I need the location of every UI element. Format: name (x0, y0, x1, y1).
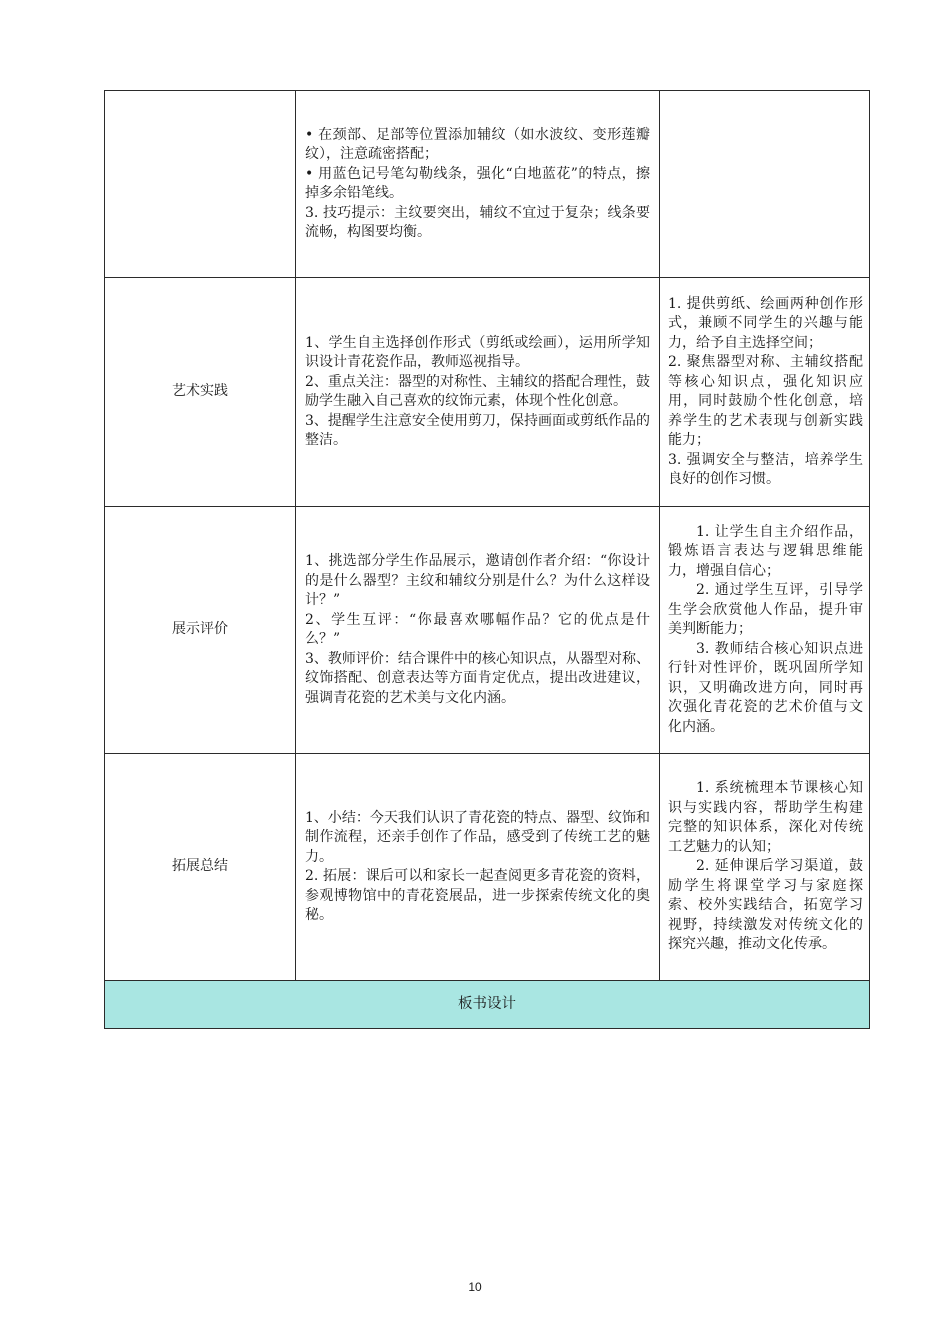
intent-cell (660, 507, 870, 754)
process-line: • 在颈部、足部等位置添加辅纹（如水波纹、变形莲瓣纹），注意疏密搭配； (305, 126, 650, 162)
process-cell (296, 278, 660, 507)
intent-line: 1. 让学生自主介绍作品，锻炼语言表达与逻辑思维能力，增强自信心； (668, 523, 863, 579)
process-line: 1、挑选部分学生作品展示，邀请创作者介绍：“你设计的是什么器型？主纹和辅纹分别是什么？为什么这样设计？” (305, 553, 650, 608)
page-number: 10 (468, 1280, 482, 1294)
intent-line: 2. 聚焦器型对称、主辅纹搭配等核心知识点，强化知识应用，同时鼓励个性化创意，培养学生的艺术表现与创新实践能力； (668, 354, 863, 448)
intent-line: 3. 强调安全与整洁，培养学生良好的创作习惯。 (668, 451, 863, 487)
process-line: • 用蓝色记号笔勾勒线条，强化“白地蓝花”的特点，擦掉多余铅笔线。 (305, 165, 650, 201)
process-line: 2、重点关注：器型的对称性、主辅纹的搭配合理性，鼓励学生融入自己喜欢的纹饰元素，体现个性化创意。 (305, 373, 650, 409)
intent-cell (660, 754, 870, 981)
process-line: 1、小结：今天我们认识了青花瓷的特点、器型、纹饰和制作流程，还亲手创作了作品，感受到了传统工艺的魅力。 (305, 809, 650, 865)
stage-cell (105, 91, 296, 278)
intent-line: 2. 通过学生互评，引导学生学会欣赏他人作品，提升审美判断能力； (668, 582, 863, 638)
table-row (105, 754, 870, 981)
intent-line: 1. 提供剪纸、绘画两种创作形式，兼顾不同学生的兴趣与能力，给予自主选择空间； (668, 295, 863, 351)
intent-line: 1. 系统梳理本节课核心知识与实践内容，帮助学生构建完整的知识体系，深化对传统工艺魅力的认知； (668, 780, 863, 855)
table-row (105, 981, 870, 1029)
process-cell (296, 507, 660, 754)
process-line: 3、提醒学生注意安全使用剪刀，保持画面或剪纸作品的整洁。 (305, 412, 650, 448)
stage-cell: 艺术实践 (105, 278, 296, 507)
intent-line: 3. 教师结合核心知识点进行针对性评价，既巩固所学知识，又明确改进方向，同时再次强化青花瓷的艺术价值与文化内涵。 (668, 640, 863, 735)
process-cell (296, 754, 660, 981)
process-line: 2、学生互评：“你最喜欢哪幅作品？它的优点是什么？” (305, 611, 650, 647)
intent-line: 2. 延伸课后学习渠道，鼓励学生将课堂学习与家庭探索、校外实践结合，拓宽学习视野，持续激发对传统文化的探究兴趣，推动文化传承。 (668, 858, 863, 953)
intent-cell (660, 91, 870, 278)
table-row (105, 91, 870, 278)
process-line: 3、教师评价：结合课件中的核心知识点，从器型对称、纹饰搭配、创意表达等方面肯定优点，提出改进建议，强调青花瓷的艺术美与文化内涵。 (305, 650, 650, 706)
process-line: 3. 技巧提示：主纹要突出，辅纹不宜过于复杂；线条要流畅，构图要均衡。 (305, 204, 650, 240)
lesson-plan-table (104, 90, 870, 1029)
table-row (105, 507, 870, 754)
intent-cell (660, 278, 870, 507)
process-cell (296, 91, 660, 278)
table-row (105, 278, 870, 507)
board-design-banner: 板书设计 (105, 981, 870, 1029)
process-line: 2. 拓展：课后可以和家长一起查阅更多青花瓷的资料，参观博物馆中的青花瓷展品，进一步探索传统文化的奥秘。 (305, 868, 650, 923)
stage-cell: 展示评价 (105, 507, 296, 754)
process-line: 1、学生自主选择创作形式（剪纸或绘画），运用所学知识设计青花瓷作品，教师巡视指导。 (305, 334, 650, 370)
stage-cell: 拓展总结 (105, 754, 296, 981)
